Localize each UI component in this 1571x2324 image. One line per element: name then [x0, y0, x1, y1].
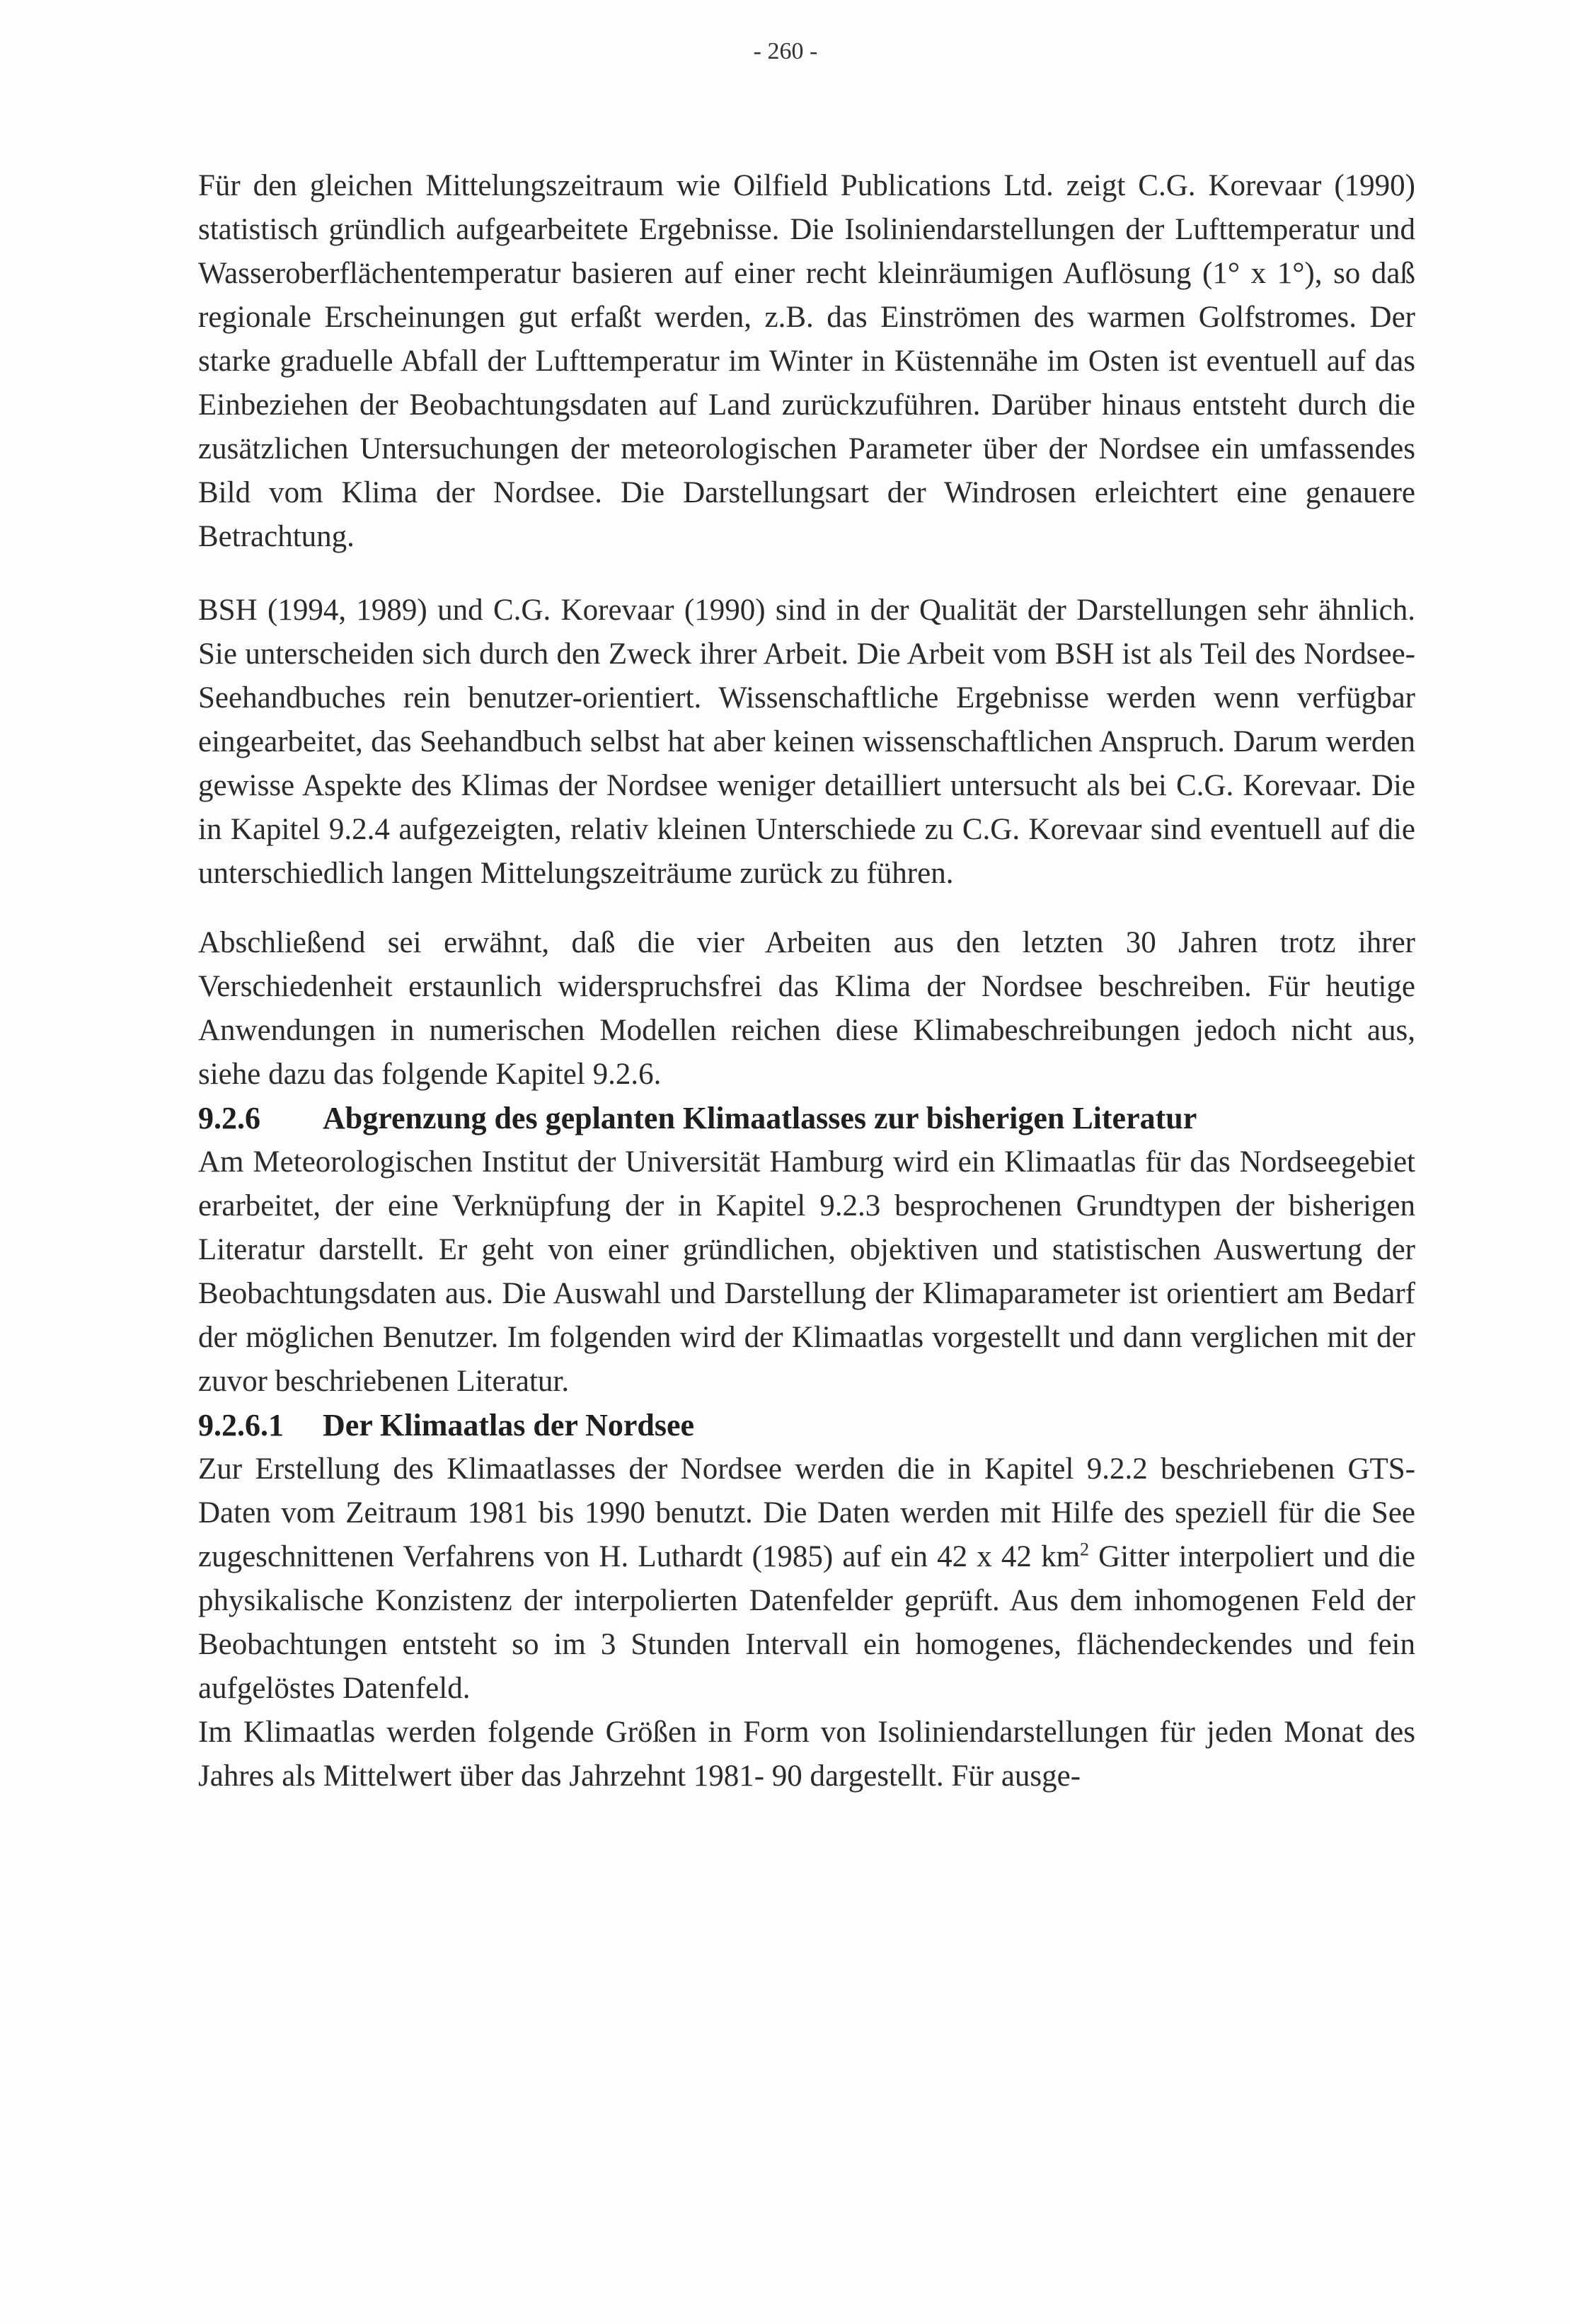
paragraph-klimaatlas-intro: Am Meteorologischen Institut der Universität Hamburg wird ein Klimaatlas für das Nordseegebiet erarbeitet, der eine Verknüpfung der in Kapitel 9.2.3 besprochenen Grundtypen der bisherigen Literatur darstellt. Er geht von einer gründlichen, objektiven und statistischen Auswertung der Beobachtungsdaten aus. Die Auswahl und Darstellung der Klimaparameter ist orientiert am Bedarf der möglichen Benutzer. Im folgenden wird der Klimaatlas vorgestellt und dann verglichen mit der zuvor beschriebenen Literatur. [198, 1145, 1415, 1398]
section-number: 9.2.6 [198, 1101, 260, 1135]
page-number: - 260 - [753, 38, 818, 64]
paragraph-bsh-comparison: BSH (1994, 1989) und C.G. Korevaar (1990) sind in der Qualität der Darstellungen sehr ähnlich. Sie unterscheiden sich durch den Zweck ihrer Arbeit. Die Arbeit vom BSH ist als Teil des Nordsee-Seehandbuches rein benutzer-orientiert. Wissenschaftliche Ergebnisse werden wenn verfügbar eingearbeitet, das Seehandbuch selbst hat aber keinen wissenschaftlichen Anspruch. Darum werden gewisse Aspekte des Klimas der Nordsee weniger detailliert untersucht als bei C.G. Korevaar. Die in Kapitel 9.2.4 aufgezeigten, relativ kleinen Unterschiede zu C.G. Korevaar sind eventuell auf die unterschiedlich langen Mittelungszeiträume zurück zu führen. [198, 594, 1415, 890]
gts-text-part-2: Gitter interpoliert und die physikalische Konzistenz der interpolierten Datenfelder geprüft. Aus dem inhomogenen Feld der Beobachtungen entsteht so im 3 Stunden Intervall ein homogenes, flächendeckendes und fein aufgelöstes Datenfeld. [198, 1540, 1415, 1705]
page-content [198, 164, 1415, 1798]
gts-text-part-1: Zur Erstellung des Klimaatlasses der Nordsee werden die in Kapitel 9.2.2 beschriebenen GTS-Daten vom Zeitraum 1981 bis 1990 benutzt. Die Daten werden mit Hilfe des speziell für die See zugeschnittenen Verfahrens von H. Luthardt (1985) auf ein 42 x 42 km [198, 1452, 1415, 1573]
subsection-heading [198, 1404, 1415, 1447]
subsection-title: Der Klimaatlas der Nordsee [323, 1408, 695, 1443]
paragraph-korevaar-results: Für den gleichen Mittelungszeitraum wie Oilfield Publications Ltd. zeigt C.G. Korevaar (1990) statistisch gründlich aufgearbeitete Ergebnisse. Die Isoliniendarstellungen der Lufttemperatur und Wasseroberflächentemperatur basieren auf einer recht kleinräumigen Auflösung (1° x 1°), so daß regionale Erscheinungen gut erfaßt werden, z.B. das Einströmen des warmen Golfstromes. Der starke graduelle Abfall der Lufttemperatur im Winter in Küstennähe im Osten ist eventuell auf das Einbeziehen der Beobachtungsdaten auf Land zurückzuführen. Darüber hinaus entsteht durch die zusätzlichen Untersuchungen der meteorologischen Parameter über der Nordsee ein umfassendes Bild vom Klima der Nordsee. Die Darstellungsart der Windrosen erleichtert eine genauere Betrachtung. [198, 169, 1415, 553]
section-heading [198, 1097, 1415, 1140]
paragraph-gts-data [198, 1447, 1415, 1711]
subsection-number: 9.2.6.1 [198, 1408, 284, 1443]
paragraph-conclusion: Abschließend sei erwähnt, daß die vier Arbeiten aus den letzten 30 Jahren trotz ihrer Verschiedenheit erstaunlich widerspruchsfrei das Klima der Nordsee beschreiben. Für heutige Anwendungen in numerischen Modellen reichen diese Klimabeschreibungen jedoch nicht aus, siehe dazu das folgende Kapitel 9.2.6. [198, 926, 1415, 1091]
section-title: Abgrenzung des geplanten Klimaatlasses zur bisherigen Literatur [323, 1101, 1197, 1135]
superscript-two: 2 [1080, 1539, 1090, 1560]
paragraph-isolines: Im Klimaatlas werden folgende Größen in Form von Isoliniendarstellungen für jeden Monat des Jahres als Mittelwert über das Jahrzehnt 1981- 90 dargestellt. Für ausge- [198, 1716, 1415, 1793]
